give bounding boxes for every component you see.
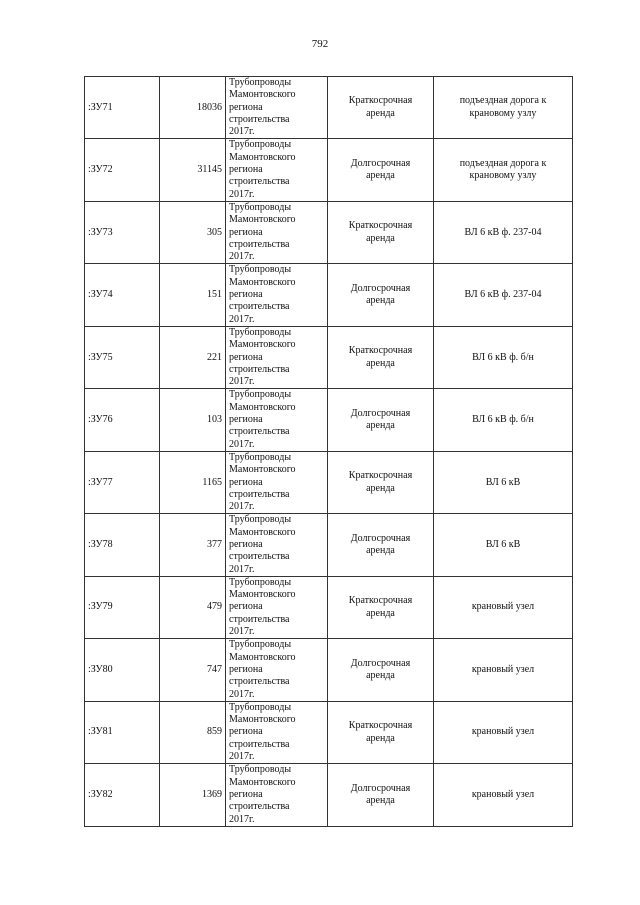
- owner-cell-line: Мамонтовского: [229, 214, 296, 226]
- plot-area-cell: 31145: [160, 139, 226, 201]
- purpose-cell-line: крановому узлу: [469, 107, 537, 119]
- table-row: [85, 576, 573, 638]
- plot-id-cell: :ЗУ71: [85, 77, 160, 139]
- plot-id-cell: :ЗУ82: [85, 764, 160, 826]
- plot-area-cell: 305: [160, 201, 226, 263]
- owner-cell-line: 2017г.: [229, 626, 255, 638]
- owner-cell-line: региона: [229, 476, 263, 488]
- purpose-cell: [434, 514, 573, 576]
- lease-type-cell-line: Долгосрочная: [350, 407, 411, 419]
- owner-cell: [226, 514, 328, 576]
- lease-type-cell-line: Краткосрочная: [348, 470, 413, 482]
- owner-cell-line: региона: [229, 601, 263, 613]
- lease-type-cell-line: аренда: [366, 545, 395, 557]
- lease-type-cell-line: аренда: [366, 170, 395, 182]
- purpose-cell-line: подъездная дорога к: [459, 157, 547, 169]
- lease-type-cell-line: аренда: [366, 670, 395, 682]
- table-row: [85, 326, 573, 388]
- purpose-cell: [434, 701, 573, 763]
- owner-cell-line: региона: [229, 788, 263, 800]
- owner-cell-line: 2017г.: [229, 126, 255, 138]
- lease-type-cell-line: аренда: [366, 420, 395, 432]
- owner-cell-line: региона: [229, 226, 263, 238]
- owner-cell-line: Трубопроводы: [229, 139, 292, 151]
- lease-type-cell-line: аренда: [366, 357, 395, 369]
- purpose-cell: [434, 764, 573, 826]
- owner-cell-line: Трубопроводы: [229, 514, 292, 526]
- lease-type-cell: [328, 201, 434, 263]
- plot-area-cell: 18036: [160, 77, 226, 139]
- plot-id-cell: :ЗУ81: [85, 701, 160, 763]
- plot-id-cell: :ЗУ74: [85, 264, 160, 326]
- lease-type-cell: [328, 639, 434, 701]
- owner-cell-line: строительства: [229, 238, 290, 250]
- lease-type-cell-line: Долгосрочная: [350, 532, 411, 544]
- owner-cell: [226, 201, 328, 263]
- owner-cell-line: строительства: [229, 363, 290, 375]
- plot-id-cell: :ЗУ77: [85, 451, 160, 513]
- owner-cell: [226, 639, 328, 701]
- owner-cell-line: Мамонтовского: [229, 776, 296, 788]
- purpose-cell-line: ВЛ 6 кВ ф. б/н: [472, 351, 534, 363]
- purpose-cell: [434, 326, 573, 388]
- owner-cell-line: Трубопроводы: [229, 576, 292, 588]
- plot-area-cell: 1165: [160, 451, 226, 513]
- owner-cell: [226, 701, 328, 763]
- purpose-cell: [434, 201, 573, 263]
- purpose-cell: [434, 77, 573, 139]
- lease-type-cell-line: Краткосрочная: [348, 220, 413, 232]
- plot-area-cell: 151: [160, 264, 226, 326]
- owner-cell-line: региона: [229, 414, 263, 426]
- plot-id-cell: :ЗУ72: [85, 139, 160, 201]
- plot-id-cell: :ЗУ75: [85, 326, 160, 388]
- owner-cell-line: строительства: [229, 676, 290, 688]
- purpose-cell-line: ВЛ 6 кВ: [485, 476, 521, 488]
- purpose-cell: [434, 264, 573, 326]
- table-row: [85, 201, 573, 263]
- purpose-cell-line: подъездная дорога к: [459, 95, 547, 107]
- plot-area-cell: 747: [160, 639, 226, 701]
- owner-cell-line: Мамонтовского: [229, 151, 296, 163]
- owner-cell-line: региона: [229, 726, 263, 738]
- owner-cell-line: 2017г.: [229, 751, 255, 763]
- table-body: [85, 77, 573, 827]
- owner-cell-line: региона: [229, 289, 263, 301]
- purpose-cell-line: ВЛ 6 кВ ф. б/н: [472, 414, 534, 426]
- plot-area-cell: 859: [160, 701, 226, 763]
- lease-type-cell-line: аренда: [366, 295, 395, 307]
- owner-cell-line: Мамонтовского: [229, 339, 296, 351]
- owner-cell-line: Мамонтовского: [229, 401, 296, 413]
- owner-cell-line: строительства: [229, 176, 290, 188]
- lease-type-cell-line: Долгосрочная: [350, 282, 411, 294]
- owner-cell: [226, 764, 328, 826]
- owner-cell-line: Трубопроводы: [229, 451, 292, 463]
- owner-cell-line: строительства: [229, 113, 290, 125]
- table-row: [85, 764, 573, 826]
- owner-cell-line: Трубопроводы: [229, 764, 292, 776]
- owner-cell-line: строительства: [229, 301, 290, 313]
- purpose-cell-line: крановый узел: [471, 601, 535, 613]
- owner-cell-line: Мамонтовского: [229, 89, 296, 101]
- owner-cell: [226, 139, 328, 201]
- owner-cell-line: Трубопроводы: [229, 77, 292, 88]
- lease-type-cell: [328, 389, 434, 451]
- owner-cell-line: 2017г.: [229, 188, 255, 200]
- owner-cell-line: Трубопроводы: [229, 326, 292, 338]
- owner-cell-line: региона: [229, 164, 263, 176]
- owner-cell-line: Трубопроводы: [229, 701, 292, 713]
- owner-cell-line: 2017г.: [229, 563, 255, 575]
- plot-area-cell: 479: [160, 576, 226, 638]
- table-row: [85, 639, 573, 701]
- owner-cell-line: Мамонтовского: [229, 714, 296, 726]
- lease-type-cell-line: Долгосрочная: [350, 657, 411, 669]
- owner-cell-line: 2017г.: [229, 813, 255, 825]
- owner-cell-line: 2017г.: [229, 251, 255, 263]
- lease-type-cell-line: аренда: [366, 795, 395, 807]
- lease-type-cell: [328, 326, 434, 388]
- owner-cell-line: региона: [229, 351, 263, 363]
- plot-area-cell: 1369: [160, 764, 226, 826]
- purpose-cell-line: крановый узел: [471, 726, 535, 738]
- lease-type-cell-line: Краткосрочная: [348, 720, 413, 732]
- lease-type-cell-line: аренда: [366, 232, 395, 244]
- owner-cell-line: строительства: [229, 488, 290, 500]
- plot-area-cell: 103: [160, 389, 226, 451]
- purpose-cell-line: крановому узлу: [469, 170, 537, 182]
- purpose-cell-line: ВЛ 6 кВ: [485, 538, 521, 550]
- purpose-cell: [434, 389, 573, 451]
- lease-type-cell-line: Долгосрочная: [350, 157, 411, 169]
- purpose-cell: [434, 639, 573, 701]
- lease-type-cell-line: аренда: [366, 607, 395, 619]
- owner-cell-line: региона: [229, 538, 263, 550]
- lease-type-cell-line: Краткосрочная: [348, 95, 413, 107]
- lease-type-cell-line: Краткосрочная: [348, 345, 413, 357]
- plot-id-cell: :ЗУ73: [85, 201, 160, 263]
- lease-type-cell: [328, 451, 434, 513]
- lease-type-cell: [328, 264, 434, 326]
- plot-id-cell: :ЗУ79: [85, 576, 160, 638]
- owner-cell-line: Трубопроводы: [229, 389, 292, 401]
- owner-cell-line: строительства: [229, 738, 290, 750]
- owner-cell-line: 2017г.: [229, 501, 255, 513]
- purpose-cell: [434, 139, 573, 201]
- purpose-cell-line: ВЛ 6 кВ ф. 237-04: [464, 226, 542, 238]
- owner-cell-line: 2017г.: [229, 376, 255, 388]
- lease-type-cell: [328, 139, 434, 201]
- page-number: 792: [311, 38, 329, 50]
- plot-id-cell: :ЗУ78: [85, 514, 160, 576]
- lease-type-cell-line: аренда: [366, 732, 395, 744]
- owner-cell-line: Трубопроводы: [229, 639, 292, 651]
- purpose-cell: [434, 576, 573, 638]
- owner-cell: [226, 576, 328, 638]
- owner-cell-line: строительства: [229, 551, 290, 563]
- owner-cell: [226, 326, 328, 388]
- lease-type-cell-line: аренда: [366, 107, 395, 119]
- owner-cell-line: Мамонтовского: [229, 651, 296, 663]
- lease-type-cell: [328, 514, 434, 576]
- plot-id-cell: :ЗУ76: [85, 389, 160, 451]
- table-row: [85, 514, 573, 576]
- purpose-cell-line: крановый узел: [471, 663, 535, 675]
- lease-type-cell-line: Краткосрочная: [348, 595, 413, 607]
- plot-area-cell: 221: [160, 326, 226, 388]
- lease-type-cell: [328, 701, 434, 763]
- owner-cell-line: Трубопроводы: [229, 264, 292, 276]
- owner-cell-line: 2017г.: [229, 313, 255, 325]
- owner-cell-line: региона: [229, 663, 263, 675]
- owner-cell: [226, 451, 328, 513]
- plot-id-cell: :ЗУ80: [85, 639, 160, 701]
- owner-cell: [226, 77, 328, 139]
- lease-type-cell: [328, 764, 434, 826]
- owner-cell: [226, 389, 328, 451]
- lease-type-cell-line: аренда: [366, 482, 395, 494]
- owner-cell-line: строительства: [229, 426, 290, 438]
- owner-cell-line: региона: [229, 101, 263, 113]
- owner-cell-line: 2017г.: [229, 438, 255, 450]
- owner-cell-line: Мамонтовского: [229, 589, 296, 601]
- lease-type-cell-line: Долгосрочная: [350, 782, 411, 794]
- purpose-cell-line: крановый узел: [471, 788, 535, 800]
- owner-cell-line: строительства: [229, 801, 290, 813]
- table-row: [85, 389, 573, 451]
- lease-type-cell: [328, 576, 434, 638]
- table-row: [85, 139, 573, 201]
- purpose-cell-line: ВЛ 6 кВ ф. 237-04: [464, 289, 542, 301]
- owner-cell-line: Мамонтовского: [229, 526, 296, 538]
- table-row: [85, 264, 573, 326]
- table-row: [85, 451, 573, 513]
- owner-cell-line: строительства: [229, 613, 290, 625]
- owner-cell-line: Трубопроводы: [229, 201, 292, 213]
- land-plots-table: [84, 76, 573, 827]
- owner-cell-line: Мамонтовского: [229, 464, 296, 476]
- table-row: [85, 701, 573, 763]
- owner-cell-line: 2017г.: [229, 688, 255, 700]
- purpose-cell: [434, 451, 573, 513]
- owner-cell: [226, 264, 328, 326]
- lease-type-cell: [328, 77, 434, 139]
- owner-cell-line: Мамонтовского: [229, 276, 296, 288]
- table-row: [85, 77, 573, 139]
- plot-area-cell: 377: [160, 514, 226, 576]
